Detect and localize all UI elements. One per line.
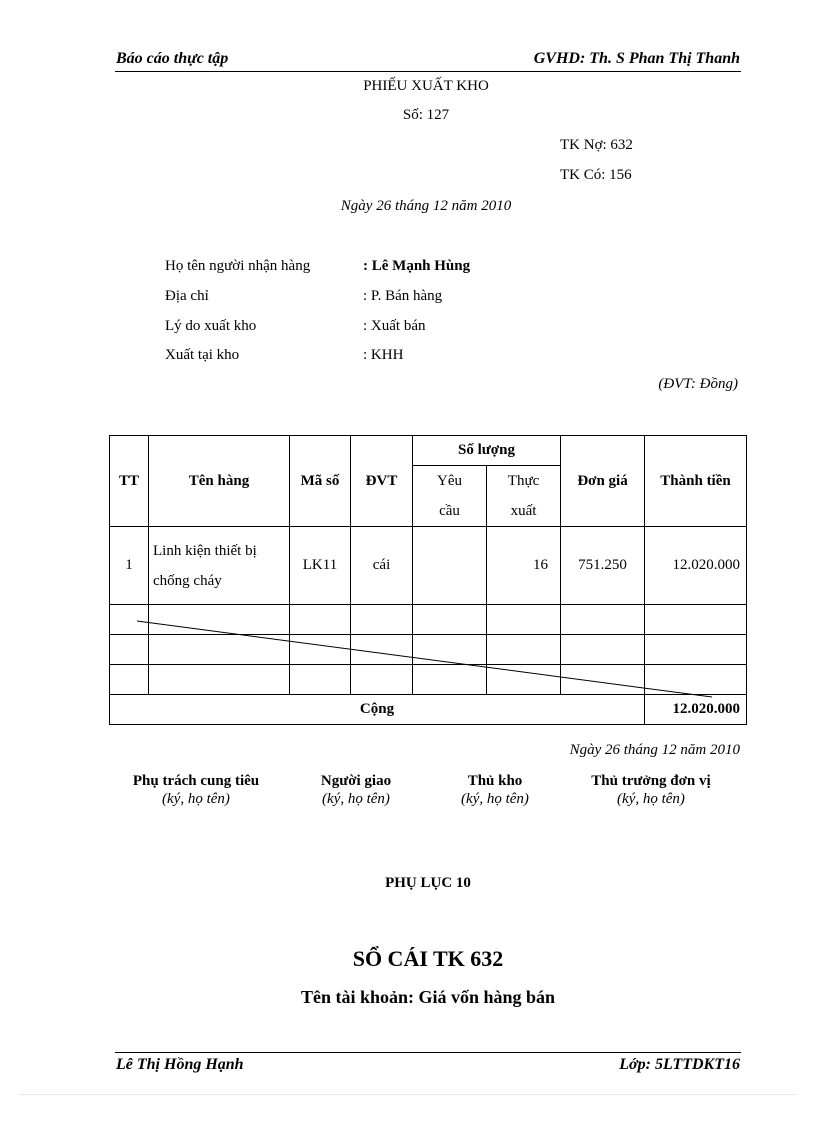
reason-label: Lý do xuất kho (165, 318, 257, 334)
warehouse-label: Xuất tại kho (165, 347, 240, 363)
col-header-actual: Thực xuất (487, 466, 561, 527)
col-header-tt: TT (110, 436, 149, 527)
row-code: LK11 (290, 527, 351, 605)
col-header-price: Đơn giá (561, 436, 645, 527)
col-header-quantity: Số lượng (413, 436, 561, 466)
row-unit: cái (351, 527, 413, 605)
signature-deliverer-title: Người giao (320, 773, 392, 789)
sum-label: Cộng (110, 695, 645, 725)
row-tt: 1 (110, 527, 149, 605)
header-left: Báo cáo thực tập (116, 50, 229, 67)
slip-number: Số: 127 (402, 107, 450, 123)
signature-storekeeper (410, 773, 580, 808)
recipient-label: Họ tên người nhận hàng (165, 258, 311, 274)
col-header-name: Tên hàng (149, 436, 290, 527)
signature-supply (111, 773, 281, 808)
ledger-subtitle: Tên tài khoản: Giá vốn hàng bán (300, 987, 556, 1007)
footer-right: Lớp: 5LTTDKT16 (619, 1056, 740, 1073)
signature-date: Ngày 26 tháng 12 năm 2010 (569, 742, 740, 758)
warehouse-value: : KHH (363, 347, 404, 363)
ledger-title: SỔ CÁI TK 632 (352, 946, 504, 971)
appendix-label: PHỤ LỤC 10 (385, 875, 471, 891)
col-header-total: Thành tiền (645, 436, 747, 527)
slip-debit: TK Nợ: 632 (560, 137, 633, 153)
slip-date: Ngày 26 tháng 12 năm 2010 (340, 198, 512, 214)
signature-head-title: Thủ trưởng đơn vị (591, 773, 711, 789)
col-header-unit: ĐVT (351, 436, 413, 527)
row-actual: 16 (487, 527, 561, 605)
footer-left: Lê Thị Hồng Hạnh (116, 1056, 244, 1073)
slip-title: PHIẾU XUẤT KHO (363, 78, 489, 94)
signature-head-sub: (ký, họ tên) (617, 791, 685, 807)
col-header-code: Mã số (290, 436, 351, 527)
signature-supply-title: Phụ trách cung tiêu (132, 773, 260, 789)
signature-supply-sub: (ký, họ tên) (162, 791, 230, 807)
signature-head (566, 773, 736, 808)
sum-value: 12.020.000 (645, 695, 747, 725)
row-price: 751.250 (561, 527, 645, 605)
address-value: : P. Bán hàng (363, 288, 443, 304)
signature-storekeeper-title: Thủ kho (467, 773, 523, 789)
page-edge (20, 1094, 796, 1095)
slip-credit: TK Có: 156 (560, 167, 632, 183)
signature-storekeeper-sub: (ký, họ tên) (461, 791, 529, 807)
reason-value: : Xuất bán (363, 318, 426, 334)
address-label: Địa chỉ (165, 288, 209, 304)
unit-note: (ĐVT: Đồng) (658, 376, 738, 392)
row-name: Linh kiện thiết bị chống cháy (149, 527, 290, 605)
header-right: GVHD: Th. S Phan Thị Thanh (533, 50, 740, 67)
footer-rule (115, 1052, 741, 1053)
signature-deliverer-sub: (ký, họ tên) (322, 791, 390, 807)
col-header-requested: Yêu cầu (413, 466, 487, 527)
recipient-value: : Lê Mạnh Hùng (363, 258, 471, 274)
row-total: 12.020.000 (645, 527, 747, 605)
